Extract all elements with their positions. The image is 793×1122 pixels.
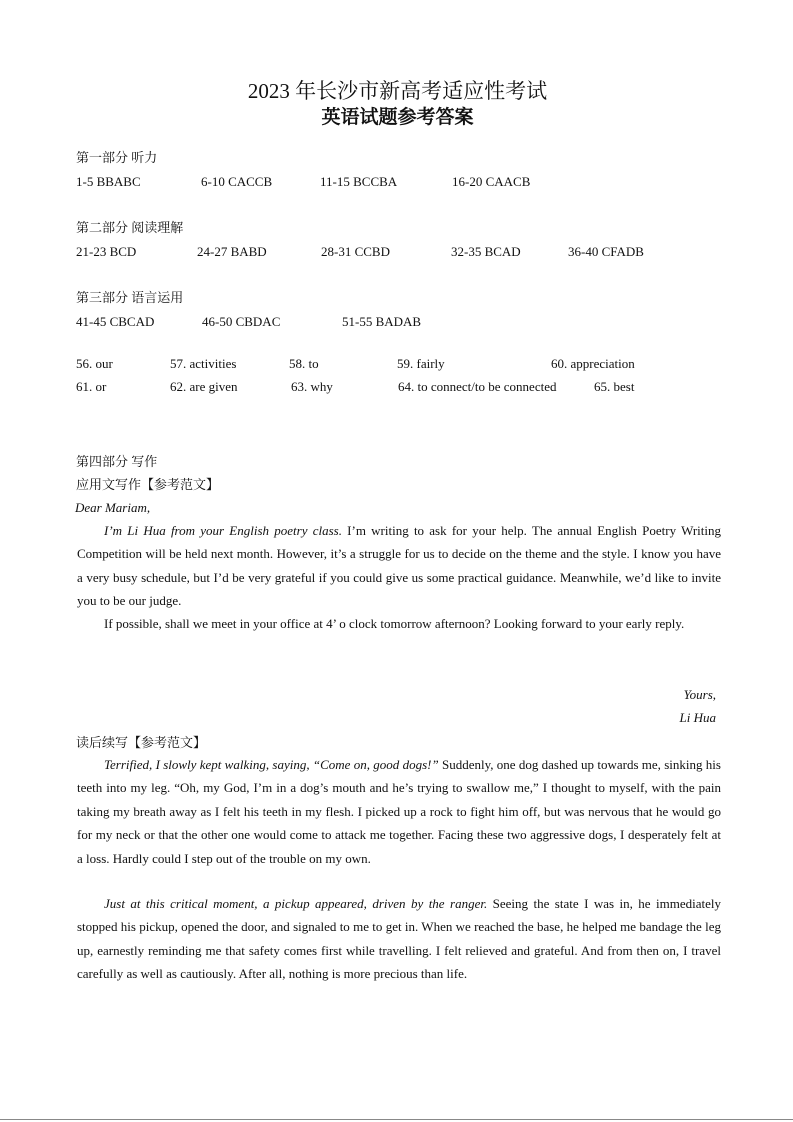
blank-answer: 58. to bbox=[289, 356, 319, 371]
part1-heading: 第一部分 听力 bbox=[76, 150, 158, 165]
answer-group: 24-27 BABD bbox=[197, 244, 267, 259]
page-bottom-divider bbox=[0, 1119, 793, 1120]
letter-closing: Yours, bbox=[683, 687, 716, 702]
blank-answer: 63. why bbox=[291, 379, 333, 394]
blank-answer: 62. are given bbox=[170, 379, 238, 394]
continuation-body-text: Suddenly, one dog dashed up towards me, sinking his teeth into my leg. “Oh, my God, I’m in a dog’s mouth and he’s trying to swallow me,” I thought to myself, with the pain taking my breath away as I felt his teeth in my flesh. I picked up a rock to fight him off, but was nervous that he would go for my neck or that the other one would come to attack me together. Facing these two aggressive dogs, I desperately felt at a loss. Hardly could I step out of the trouble on my own. bbox=[77, 757, 721, 866]
letter-paragraph-2 bbox=[77, 612, 721, 635]
answer-group: 41-45 CBCAD bbox=[76, 314, 155, 329]
answer-group: 21-23 BCD bbox=[76, 244, 137, 259]
continuation-paragraph-1 bbox=[77, 753, 721, 870]
answer-group: 28-31 CCBD bbox=[321, 244, 390, 259]
answer-group: 16-20 CAACB bbox=[452, 174, 531, 189]
letter-salutation: Dear Mariam, bbox=[75, 500, 151, 515]
blank-answer: 64. to connect/to be connected bbox=[398, 379, 557, 394]
blank-answer: 61. or bbox=[76, 379, 107, 394]
letter-label: 应用文写作【参考范文】 bbox=[76, 477, 220, 492]
continuation-opening-sentence: Just at this critical moment, a pickup appeared, driven by the ranger. bbox=[104, 896, 488, 911]
continuation-body-text: Seeing the state I was in, he immediately stopped his pickup, opened the door, and signaled to me to get in. When we reached the base, he helped me bandage the leg up, earnestly reminding me that safety comes first while travelling. I felt relieved and grateful. And from then on, I travel carefully as well as cautiously. After all, nothing is more precious than life. bbox=[77, 896, 721, 982]
part4-heading: 第四部分 写作 bbox=[76, 454, 158, 469]
blank-answer: 60. appreciation bbox=[551, 356, 635, 371]
blank-answer: 59. fairly bbox=[397, 356, 445, 371]
answer-group: 51-55 BADAB bbox=[342, 314, 422, 329]
blank-answer: 56. our bbox=[76, 356, 113, 371]
continuation-label: 读后续写【参考范文】 bbox=[76, 735, 207, 750]
letter-signature: Li Hua bbox=[679, 710, 716, 725]
blank-answer: 57. activities bbox=[170, 356, 237, 371]
part3-heading: 第三部分 语言运用 bbox=[76, 290, 184, 305]
letter-paragraph-1 bbox=[77, 519, 721, 613]
part2-heading: 第二部分 阅读理解 bbox=[76, 220, 184, 235]
answer-group: 1-5 BBABC bbox=[76, 174, 141, 189]
answer-group: 46-50 CBDAC bbox=[202, 314, 281, 329]
answer-group: 36-40 CFADB bbox=[568, 244, 644, 259]
blank-answer: 65. best bbox=[594, 379, 635, 394]
answer-group: 32-35 BCAD bbox=[451, 244, 521, 259]
exam-title: 2023 年长沙市新高考适应性考试 bbox=[247, 79, 548, 103]
continuation-paragraph-2 bbox=[77, 892, 721, 986]
answer-group: 11-15 BCCBA bbox=[320, 174, 398, 189]
answer-group: 6-10 CACCB bbox=[201, 174, 273, 189]
letter-body-text: I’m writing to ask for your help. The annual English Poetry Writing Competition will be held next month. However, it’s a struggle for us to decide on the theme and the style. I know you have a very busy schedule, but I’d be very grateful if you could give us some practical guidance. Meanwhile, we’d like to invite you to be our judge. bbox=[77, 523, 722, 609]
letter-body-text: If possible, shall we meet in your office at 4’ o clock tomorrow afternoon? Looking forward to your early reply. bbox=[104, 616, 685, 631]
answer-key-title: 英语试题参考答案 bbox=[321, 107, 474, 128]
continuation-opening-sentence: Terrified, I slowly kept walking, saying, “Come on, good dogs!” bbox=[104, 757, 439, 772]
letter-opening-sentence: I’m Li Hua from your English poetry class. bbox=[104, 523, 342, 538]
